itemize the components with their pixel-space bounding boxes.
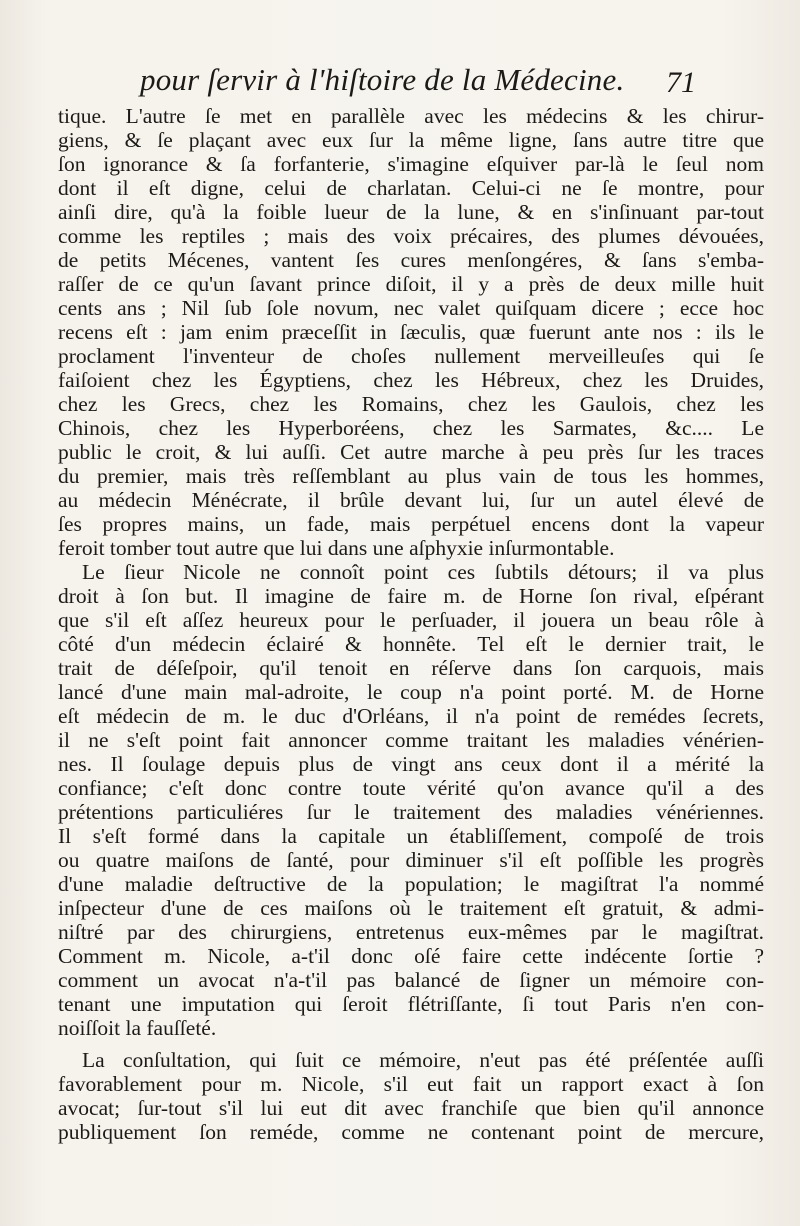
text-line: giens, & ſe plaçant avec eux ſur la même ligne, ſans autre titre que	[58, 128, 764, 152]
text-line: raſſer de ce qu'un ſavant prince diſoit, il y a près de deux mille huit	[58, 272, 764, 296]
text-line: faiſoient chez les Égyptiens, chez les Hébreux, chez les Druides,	[58, 368, 764, 392]
text-line: noiſſoit la fauſſeté.	[58, 1016, 217, 1040]
text-line: trait de déſeſpoir, qu'il tenoit en réſerve dans ſon carquois, mais	[58, 656, 764, 680]
text-line: feroit tomber tout autre que lui dans une aſphyxie inſurmontable.	[58, 536, 615, 560]
text-line: public le croit, & lui auſſi. Cet autre marche à peu près ſur les traces	[58, 440, 764, 464]
text-line: Il s'eſt formé dans la capitale un établiſſement, compoſé de trois	[58, 824, 764, 848]
text-line: La conſultation, qui ſuit ce mémoire, n'eut pas été préſentée auſſi	[82, 1048, 764, 1072]
text-line: Chinois, chez les Hyperboréens, chez les Sarmates, &c.... Le	[58, 416, 764, 440]
text-line: favorablement pour m. Nicole, s'il eut fait un rapport exact à ſon	[58, 1072, 764, 1096]
text-line: du premier, mais très reſſemblant au plus vain de tous les hommes,	[58, 464, 764, 488]
text-line: ſon ignorance & ſa forfanterie, s'imagine eſquiver par-là le ſeul nom	[58, 152, 764, 176]
text-line: ſes propres mains, un fade, mais perpétuel encens dont la vapeur	[58, 512, 764, 536]
text-line: Le ſieur Nicole ne connoît point ces ſubtils détours; il va plus	[82, 560, 764, 584]
text-line: tique. L'autre ſe met en parallèle avec les médecins & les chirur-	[58, 104, 764, 128]
page-header	[0, 62, 800, 104]
text-line: au médecin Ménécrate, il brûle devant lui, ſur un autel élevé de	[58, 488, 764, 512]
text-line: cents ans ; Nil ſub ſole novum, nec valet quiſquam dicere ; ecce hoc	[58, 296, 764, 320]
text-line: prétentions particuliéres ſur le traitement des maladies vénériennes.	[58, 800, 764, 824]
text-line: eſt médecin de m. le duc d'Orléans, il n'a point de remédes ſecrets,	[58, 704, 764, 728]
text-line: comment un avocat n'a-t'il pas balancé de ſigner un mémoire con-	[58, 968, 764, 992]
text-line: confiance; c'eſt donc contre toute vérité qu'on avance qu'il a des	[58, 776, 764, 800]
text-line: côté d'un médecin éclairé & honnête. Tel eſt le dernier trait, le	[58, 632, 764, 656]
text-line: ainſi dire, qu'à la foible lueur de la lune, & en s'inſinuant par-tout	[58, 200, 764, 224]
text-line: d'une maladie deſtructive de la population; le magiſtrat l'a nommé	[58, 872, 764, 896]
text-line: niſtré par des chirurgiens, entretenus eux-mêmes par le magiſtrat.	[58, 920, 764, 944]
text-line: chez les Grecs, chez les Romains, chez les Gaulois, chez les	[58, 392, 764, 416]
text-line: lancé d'une main mal-adroite, le coup n'a point porté. M. de Horne	[58, 680, 764, 704]
text-line: inſpecteur d'une de ces maiſons où le traitement eſt gratuit, & admi-	[58, 896, 764, 920]
text-line: Comment m. Nicole, a-t'il donc oſé faire cette indécente ſortie ?	[58, 944, 764, 968]
text-line: que s'il eſt aſſez heureux pour le perſuader, il jouera un beau rôle à	[58, 608, 764, 632]
text-line: dont il eſt digne, celui de charlatan. Celui-ci ne ſe montre, pour	[58, 176, 764, 200]
text-line: droit à ſon but. Il imagine de faire m. de Horne ſon rival, eſpérant	[58, 584, 764, 608]
text-line: nes. Il ſoulage depuis plus de vingt ans ceux dont il a mérité la	[58, 752, 764, 776]
text-line: il ne s'eſt point fait annoncer comme traitant les maladies vénérien-	[58, 728, 764, 752]
running-title: pour ſervir à l'hiſtoire de la Médecine.	[140, 62, 625, 97]
text-line: proclament l'inventeur de choſes nullement merveilleuſes qui ſe	[58, 344, 764, 368]
page-number: 71	[666, 66, 696, 99]
text-line: tenant une imputation qui ſeroit flétriſſante, ſi tout Paris n'en con-	[58, 992, 764, 1016]
text-line: de petits Mécenes, vantent ſes cures menſongéres, & ſans s'emba-	[58, 248, 764, 272]
text-line: comme les reptiles ; mais des voix précaires, des plumes dévouées,	[58, 224, 764, 248]
text-line: recens eſt : jam enim præceſſit in ſæculis, quæ fuerunt ante nos : ils le	[58, 320, 764, 344]
text-line: ou quatre maiſons de ſanté, pour diminuer s'il eſt poſſible les progrès	[58, 848, 764, 872]
text-line: avocat; ſur-tout s'il lui eut dit avec franchiſe que bien qu'il annonce	[58, 1096, 764, 1120]
text-line: publiquement ſon reméde, comme ne contenant point de mercure,	[58, 1120, 764, 1144]
